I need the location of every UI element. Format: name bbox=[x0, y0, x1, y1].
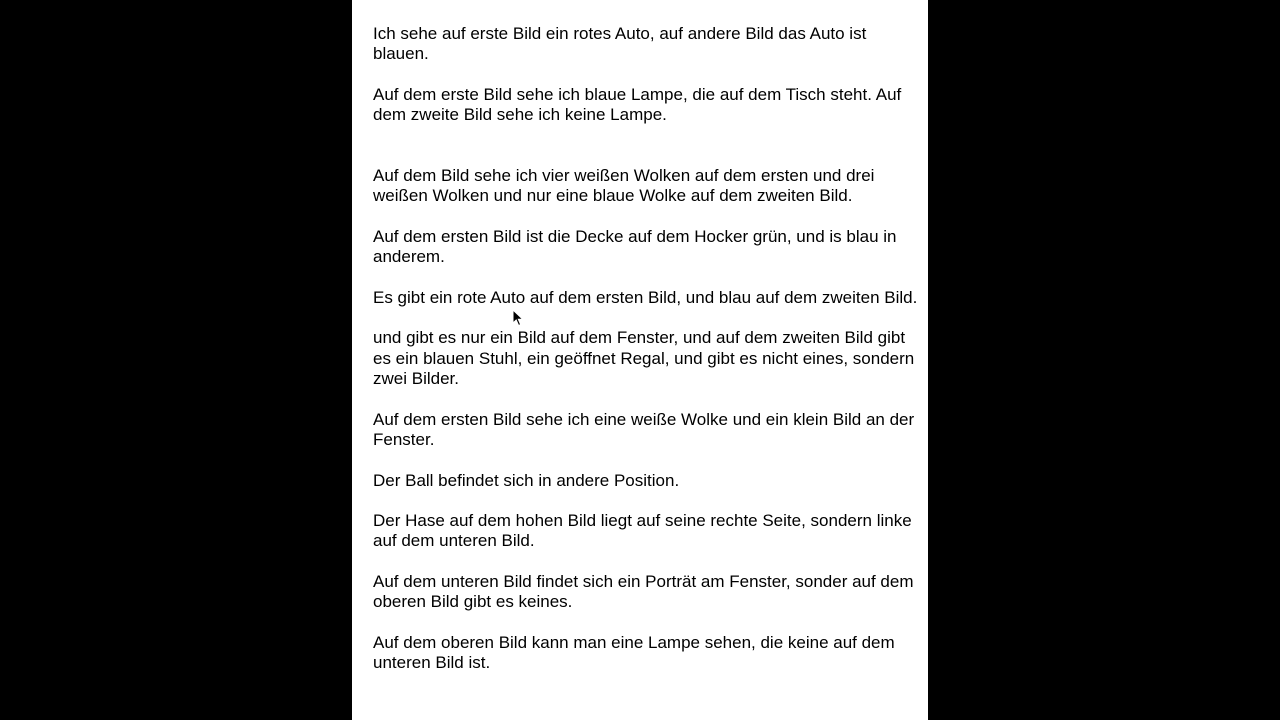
paragraph: Auf dem Bild sehe ich vier weißen Wolken auf dem ersten und drei weißen Wolken und nur eine blaue Wolke auf dem zweiten Bild. bbox=[373, 166, 875, 206]
document-page bbox=[352, 0, 928, 720]
mouse-pointer-icon bbox=[512, 309, 524, 327]
paragraph: Ich sehe auf erste Bild ein rotes Auto, auf andere Bild das Auto ist blauen. bbox=[373, 24, 867, 64]
paragraph: Auf dem unteren Bild findet sich ein Porträt am Fenster, sonder auf dem oberen Bild gibt es keines. bbox=[373, 572, 914, 612]
paragraph: Auf dem oberen Bild kann man eine Lampe sehen, die keine auf dem unteren Bild ist. bbox=[373, 632, 895, 673]
paragraph: Auf dem ersten Bild ist die Decke auf dem Hocker grün, und is blau in anderem. bbox=[373, 226, 897, 267]
document-body bbox=[373, 24, 923, 694]
paragraph: Es gibt ein rote Auto auf dem ersten Bild, und blau auf dem zweiten Bild. bbox=[373, 287, 918, 307]
paragraph: Auf dem erste Bild sehe ich blaue Lampe, die auf dem Tisch steht. Auf dem zweite Bild sehe ich keine Lampe. bbox=[373, 84, 902, 125]
paragraph: Der Hase auf dem hohen Bild liegt auf seine rechte Seite, sondern linke auf dem unteren Bild. bbox=[373, 511, 912, 551]
paragraph: und gibt es nur ein Bild auf dem Fenster, und auf dem zweiten Bild gibt es ein blauen Stuhl, ein geöffnet Regal, und gibt es nicht eines, sondern zwei Bilder. bbox=[373, 328, 915, 389]
paragraph: Der Ball befindet sich in andere Position. bbox=[373, 470, 680, 490]
paragraph: Auf dem ersten Bild sehe ich eine weiße Wolke und ein klein Bild an der Fenster. bbox=[373, 409, 915, 449]
